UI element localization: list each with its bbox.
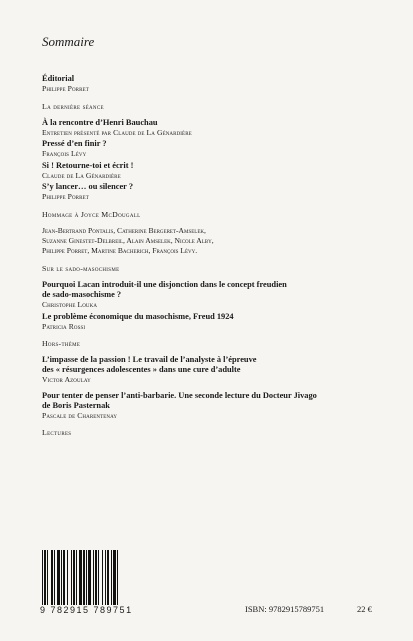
barcode-graphic <box>40 550 154 605</box>
section-heading-hommage: Hommage à Joyce McDougall <box>42 209 141 219</box>
section-heading-derniere-seance: La dernière séance <box>42 101 104 111</box>
entry-title: À la rencontre d’Henri Bauchau <box>42 117 158 127</box>
price-label: 22 € <box>357 604 372 614</box>
names-line: Jean-Bertrand Pontalis, Catherine Bergeret-Amselek, <box>42 225 206 235</box>
entry-author: Claude de La Génardière <box>42 170 121 180</box>
entry-title: Le problème économique du masochisme, Freud 1924 <box>42 311 234 321</box>
entry-title: Pressé d’en finir ? <box>42 139 107 148</box>
table-of-contents <box>42 74 382 444</box>
entry-author: Victor Azoulay <box>42 375 91 385</box>
entry-author: Patricia Rossi <box>42 321 86 331</box>
list-item <box>42 391 382 421</box>
entry-title: de sado-masochisme ? <box>42 290 122 300</box>
entry-author: Pascale de Charentenay <box>42 410 118 420</box>
entry-author: Philippe Porret <box>42 84 89 93</box>
entry-author: François Lévy <box>42 149 87 158</box>
list-item <box>42 280 382 310</box>
isbn-label: ISBN: 9782915789751 <box>245 604 325 614</box>
names-line: Suzanne Ginestet-Delbreil, Alain Amselek, Nicole Alby, <box>42 235 214 245</box>
entry-title: Pour tenter de penser l’anti-barbarie. Une seconde lecture du Docteur Jivago <box>42 390 317 400</box>
list-item <box>42 161 382 181</box>
list-item <box>42 139 382 159</box>
entry-author: Entretien présenté par Claude de La Génardière <box>42 127 192 137</box>
list-item <box>42 182 382 202</box>
entry-title: S’y lancer… ou silencer ? <box>42 182 134 191</box>
entry-title: Pourquoi Lacan introduit-il une disjonction dans le concept freudien <box>42 280 287 290</box>
barcode <box>40 550 160 620</box>
entry-title: des « résurgences adolescentes » dans une cure d’adulte <box>42 365 241 375</box>
entry-author: Christophe Louka <box>42 300 98 310</box>
entry-title: Éditorial <box>42 74 75 83</box>
entry-title: Si ! Retourne-toi et écrit ! <box>42 160 134 170</box>
section-heading-sado: Sur le sado-masochisme <box>42 264 120 274</box>
list-item <box>42 118 382 138</box>
section-heading-hors-theme: Hors-thème <box>42 339 81 349</box>
section-heading-lectures: Lectures <box>42 428 72 438</box>
list-item <box>42 355 382 385</box>
entry-title: L’impasse de la passion ! Le travail de l’analyste à l’épreuve <box>42 355 257 365</box>
names-line: Philippe Porret, Martine Bacherich, François Lévy. <box>42 245 198 255</box>
hommage-names <box>42 226 382 257</box>
entry-author: Philippe Porret <box>42 192 89 201</box>
entry-title: de Boris Pasternak <box>42 400 110 410</box>
list-item <box>42 312 382 332</box>
page-title: Sommaire <box>42 34 95 49</box>
editorial-entry <box>42 74 382 94</box>
barcode-digits: 9 782915 789751 <box>40 605 133 615</box>
